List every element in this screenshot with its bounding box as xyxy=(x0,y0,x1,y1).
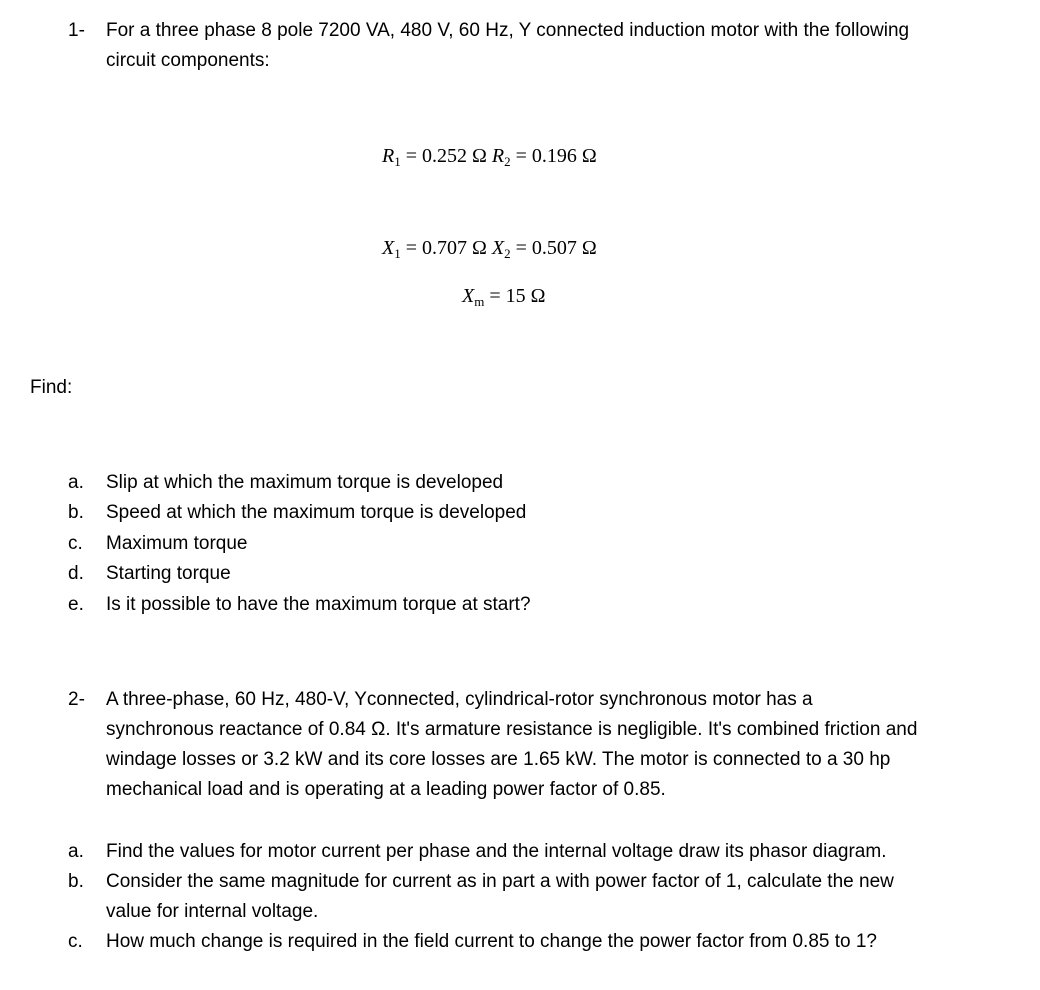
list-item: Consider the same magnitude for current as in part a with power factor of 1, calculate the new xyxy=(106,871,894,892)
list-item-continuation: value for internal voltage. xyxy=(106,901,319,922)
find-label: Find: xyxy=(30,377,73,398)
list-item-marker: a. xyxy=(68,841,84,862)
list-item: Slip at which the maximum torque is developed xyxy=(106,472,504,493)
problem-1-line-2: circuit components: xyxy=(106,50,270,71)
list-item: How much change is required in the field current to change the power factor from 0.85 to 1? xyxy=(106,931,877,952)
problem-2-line: synchronous reactance of 0.84 Ω. It's armature resistance is negligible. It's combined friction and xyxy=(106,719,918,740)
list-item: Starting torque xyxy=(106,563,231,584)
list-item: Speed at which the maximum torque is developed xyxy=(106,502,527,523)
list-item-marker: b. xyxy=(68,871,84,892)
problem-1-number: 1- xyxy=(68,20,85,41)
problem-2-line: A three-phase, 60 Hz, 480-V, Yconnected, cylindrical-rotor synchronous motor has a xyxy=(106,689,813,710)
problem-2-line: mechanical load and is operating at a leading power factor of 0.85. xyxy=(106,779,666,800)
equation-x1-x2: $X_1 = 0.707$ Ω $X_2 = 0.507$ Ω xyxy=(382,237,597,261)
equation-r1-r2: $R_1 = 0.252$ Ω $R_2 = 0.196$ Ω xyxy=(382,145,597,169)
list-item-marker: c. xyxy=(68,931,83,952)
list-item-marker: d. xyxy=(68,563,84,584)
list-item-marker: e. xyxy=(68,594,84,615)
equation-xm: $X_m = 15$ Ω xyxy=(462,285,546,309)
list-item: Maximum torque xyxy=(106,533,248,554)
list-item-marker: a. xyxy=(68,472,84,493)
list-item: Is it possible to have the maximum torque at start? xyxy=(106,594,531,615)
problem-2-line: windage losses or 3.2 kW and its core losses are 1.65 kW. The motor is connected to a 30 hp xyxy=(106,749,891,770)
list-item-marker: c. xyxy=(68,533,83,554)
list-item: Find the values for motor current per phase and the internal voltage draw its phasor diagram. xyxy=(106,841,887,862)
problem-2-number: 2- xyxy=(68,689,85,710)
list-item-marker: b. xyxy=(68,502,84,523)
problem-1-line-1: For a three phase 8 pole 7200 VA, 480 V, 60 Hz, Y connected induction motor with the following xyxy=(106,20,910,41)
